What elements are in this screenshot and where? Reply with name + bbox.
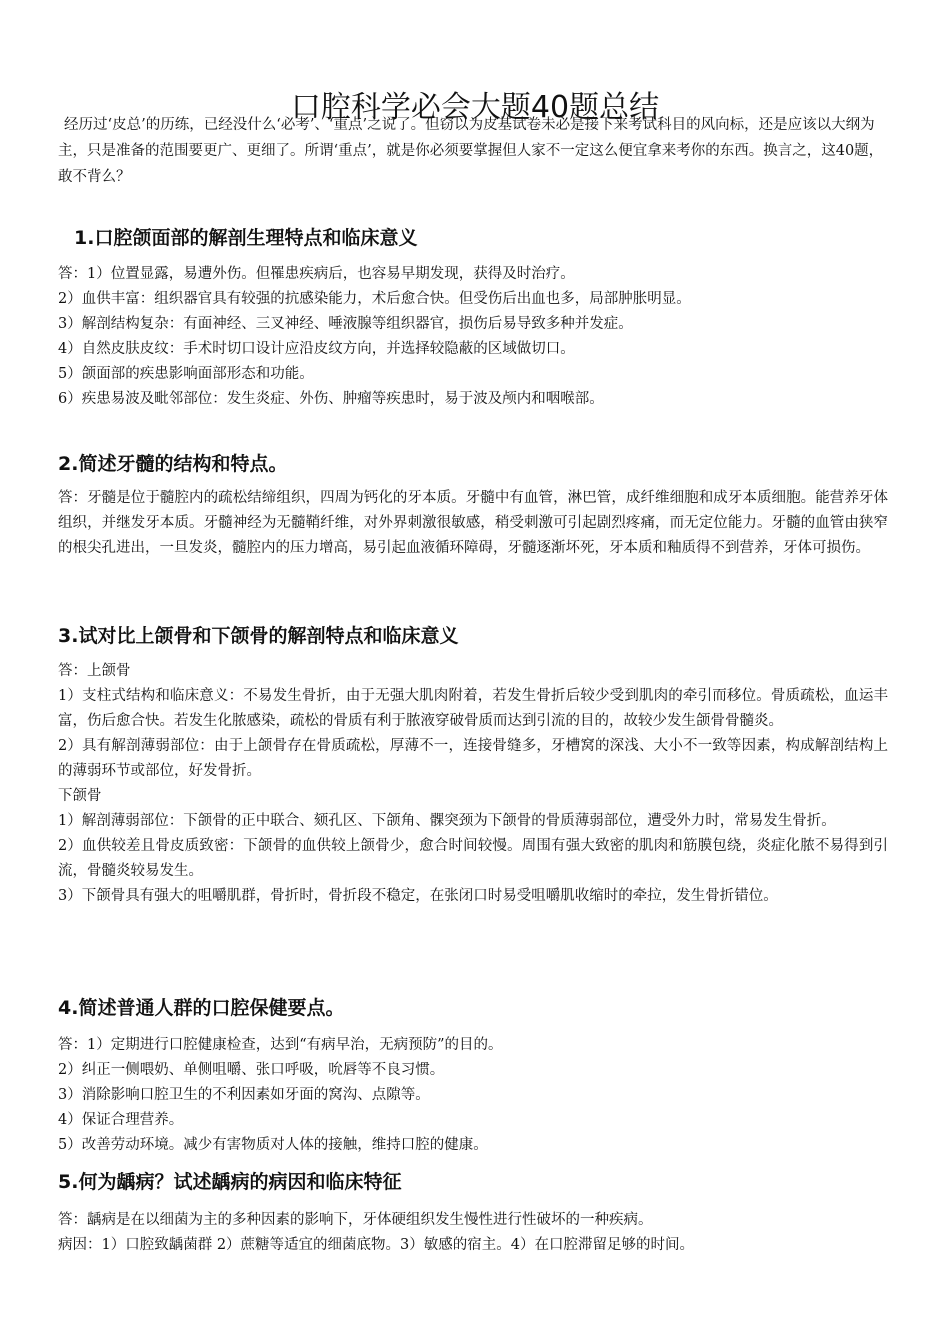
section-heading: 4.简述普通人群的口腔保健要点。 [58, 997, 345, 1019]
answer-line: 答：1）定期进行口腔健康检查，达到“有病早治，无病预防”的目的。 [58, 1037, 503, 1053]
answer-line: 2）血供较差且骨皮质致密：下颌骨的血供较上颌骨少，愈合时间较慢。周围有强大致密的肌肉和筋膜包绕，炎症化脓不易得到引流，骨髓炎较易发生。 [58, 838, 888, 879]
section-heading: 5.何为龋病？试述龋病的病因和临床特征 [58, 1171, 402, 1193]
answer-line: 2）血供丰富：组织器官具有较强的抗感染能力，术后愈合快。但受伤后出血也多，局部肿胀明显。 [58, 291, 691, 307]
section-heading: 1.口腔颌面部的解剖生理特点和临床意义 [74, 227, 418, 249]
answer-line: 5）改善劳动环境。减少有害物质对人体的接触，维持口腔的健康。 [58, 1137, 488, 1153]
answer-line: 答：上颌骨 [58, 663, 131, 679]
answer-line: 1）解剖薄弱部位：下颌骨的正中联合、颏孔区、下颌角、髁突颈为下颌骨的骨质薄弱部位，遭受外力时，常易发生骨折。 [58, 813, 836, 829]
intro-paragraph: 经历过‘皮总’的历练，已经没什么‘必考’、‘重点’之说了。但窃以为皮基试卷未必是接下来考试科目的风向标，还是应该以大纲为主，只是准备的范围要更广、更细了。所谓‘重点’，就是你必须要掌握但人家不一定这么便宜拿来考你的东西。换言之，这40题，敢不背么？ [58, 117, 884, 185]
answer-line: 5）颌面部的疾患影响面部形态和功能。 [58, 366, 314, 382]
answer-paragraph: 答：牙髓是位于髓腔内的疏松结缔组织，四周为钙化的牙本质。牙髓中有血管，淋巴管，成纤维细胞和成牙本质细胞。能营养牙体组织，并继发牙本质。牙髓神经为无髓鞘纤维，对外界刺激很敏感，稍受刺激可引起剧烈疼痛，而无定位能力。牙髓的血管由狭窄的根尖孔进出，一旦发炎，髓腔内的压力增高，易引起血液循环障碍，牙髓逐渐坏死，牙本质和釉质得不到营养，牙体可损伤。 [58, 490, 888, 556]
section-body [58, 486, 888, 561]
section-body [58, 1033, 888, 1158]
answer-line: 4）自然皮肤皮纹：手术时切口设计应沿皮纹方向，并选择较隐蔽的区域做切口。 [58, 341, 575, 357]
answer-line: 3）下颌骨具有强大的咀嚼肌群，骨折时，骨折段不稳定，在张闭口时易受咀嚼肌收缩时的牵拉，发生骨折错位。 [58, 888, 778, 904]
answer-line: 答：1）位置显露，易遭外伤。但罹患疾病后，也容易早期发现，获得及时治疗。 [58, 266, 575, 282]
answer-line: 6）疾患易波及毗邻部位：发生炎症、外伤、肿瘤等疾患时，易于波及颅内和咽喉部。 [58, 391, 604, 407]
section-body [58, 262, 888, 412]
section-heading: 2.简述牙髓的结构和特点。 [58, 453, 288, 475]
answer-line: 病因：1）口腔致龋菌群 2）蔗糖等适宜的细菌底物。3）敏感的宿主。4）在口腔滞留足够的时间。 [58, 1237, 695, 1253]
answer-line: 2）纠正一侧喂奶、单侧咀嚼、张口呼吸，吮唇等不良习惯。 [58, 1062, 445, 1078]
document-title: 口腔科学必会大题40题总结 [290, 90, 660, 126]
answer-line: 4）保证合理营养。 [58, 1112, 184, 1128]
section-heading: 3.试对比上颌骨和下颌骨的解剖特点和临床意义 [58, 625, 459, 647]
answer-line: 3）消除影响口腔卫生的不利因素如牙面的窝沟、点隙等。 [58, 1087, 430, 1103]
answer-line: 1）支柱式结构和临床意义：不易发生骨折，由于无强大肌肉附着，若发生骨折后较少受到肌肉的牵引而移位。骨质疏松，血运丰富，伤后愈合快。若发生化脓感染，疏松的骨质有利于脓液穿破骨质而达到引流的目的，故较少发生颌骨骨髓炎。 [58, 688, 888, 729]
section-body [58, 659, 888, 909]
answer-line: 下颌骨 [58, 788, 102, 804]
section-body [58, 1208, 888, 1258]
answer-line: 3）解剖结构复杂：有面神经、三叉神经、唾液腺等组织器官，损伤后易导致多种并发症。 [58, 316, 633, 332]
answer-line: 答：龋病是在以细菌为主的多种因素的影响下，牙体硬组织发生慢性进行性破坏的一种疾病。 [58, 1212, 653, 1228]
answer-line: 2）具有解剖薄弱部位：由于上颌骨存在骨质疏松，厚薄不一，连接骨缝多，牙槽窝的深浅、大小不一致等因素，构成解剖结构上的薄弱环节或部位，好发骨折。 [58, 738, 888, 779]
